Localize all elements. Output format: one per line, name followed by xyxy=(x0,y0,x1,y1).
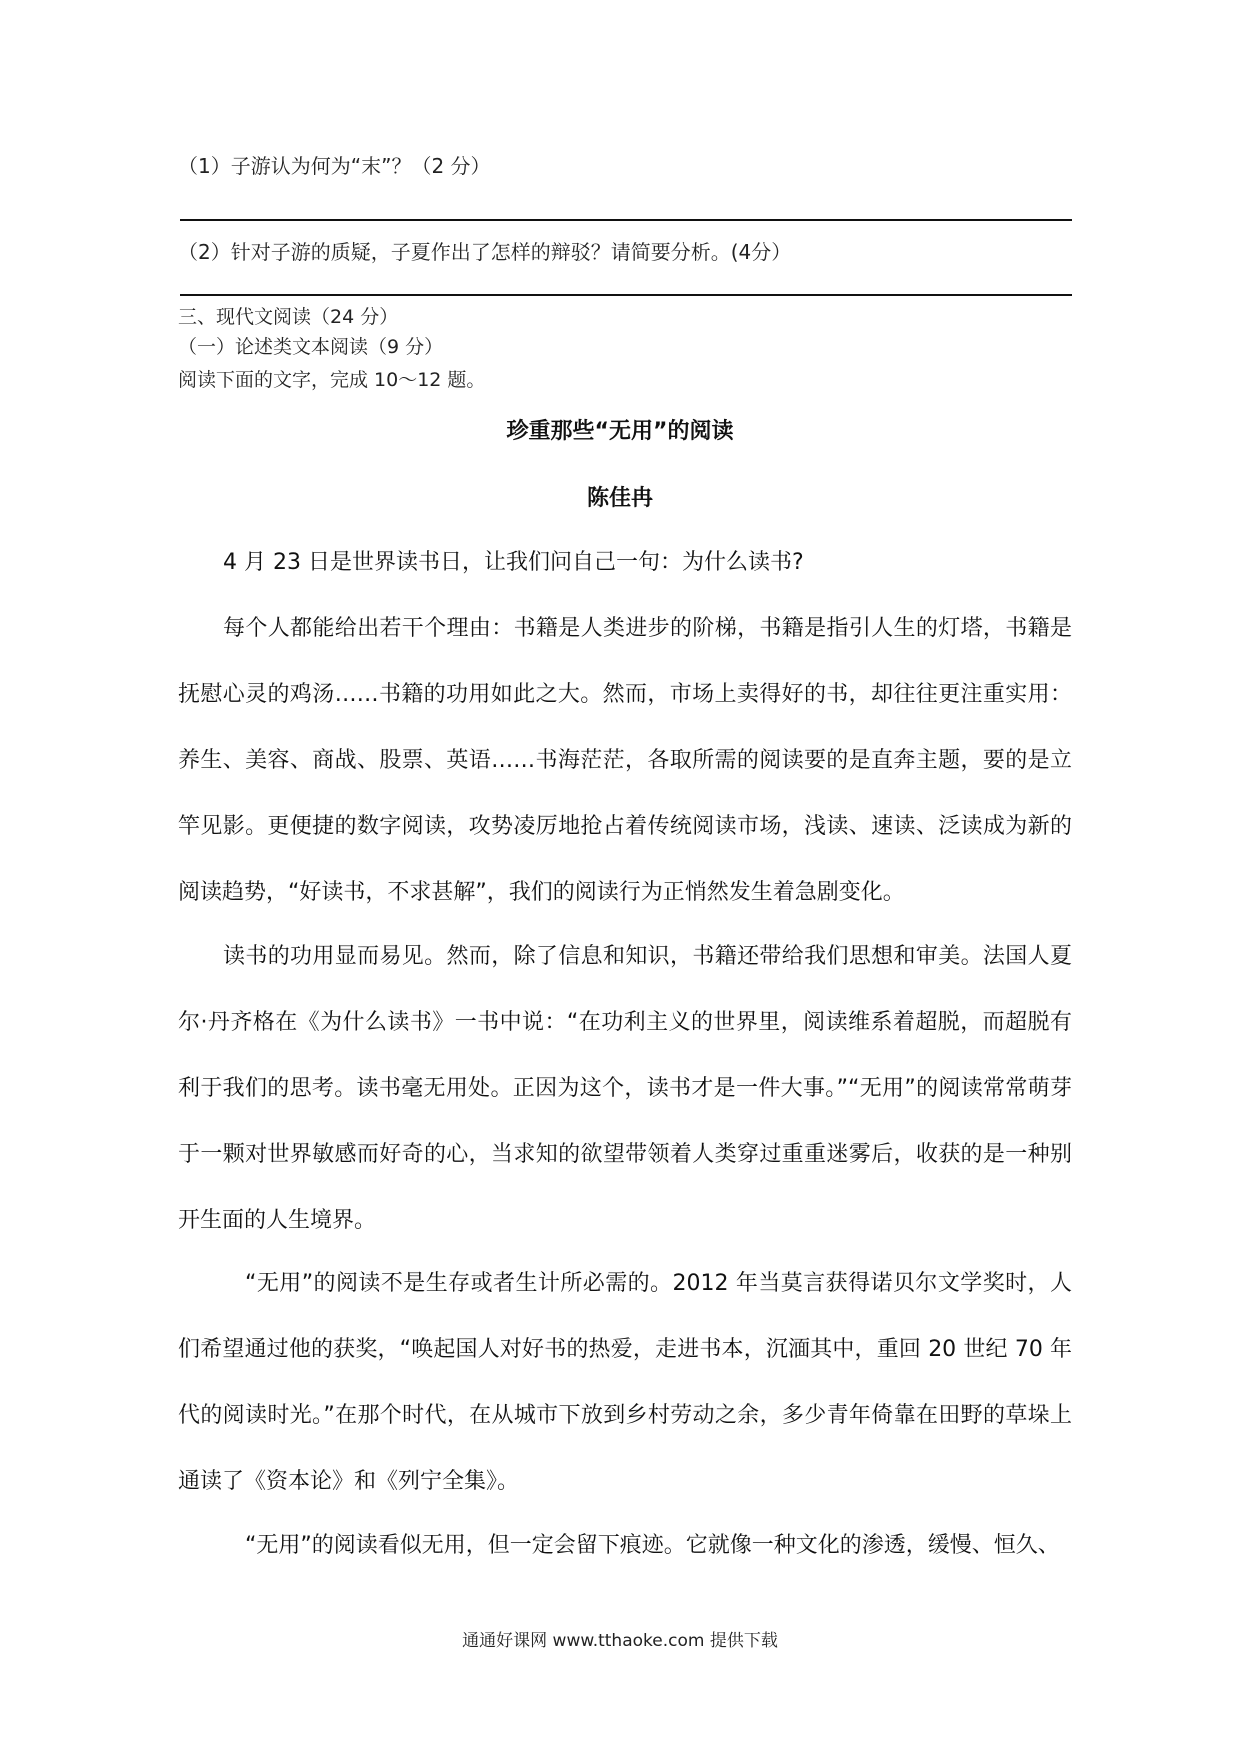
footer-source: 通通好课网 www.tthaoke.com 提供下载 xyxy=(462,1631,778,1651)
paragraph-3: 读书的功用显而易见。然而，除了信息和知识，书籍还带给我们思想和审美。法国人夏尔·丹齐格在《为什么读书》一书中说：“在功利主义的世界里，阅读维系着超脱，而超脱有利于我们的思考。读书毫无用处。正因为这个，读书才是一件大事。”“无用”的阅读常常萌芽于一颗对世界敏感而好奇的心，当求知的欲望带领着人类穿过重重迷雾后，收获的是一种别开生面的人生境界。 xyxy=(178,944,1072,1233)
section-heading: 三、现代文阅读（24 分） xyxy=(178,306,399,328)
paragraph-1: 4 月 23 日是世界读书日，让我们问自己一句：为什么读书? xyxy=(223,550,804,575)
answer-line-1 xyxy=(180,219,1072,221)
section-subheading: （一）论述类文本阅读（9 分） xyxy=(178,336,444,358)
article-author: 陈佳冉 xyxy=(586,486,653,511)
question-2: （2）针对子游的质疑，子夏作出了怎样的辩驳？请简要分析。(4分） xyxy=(178,240,792,264)
reading-instruction: 阅读下面的文字，完成 10～12 题。 xyxy=(178,369,486,391)
paragraph-5: “无用”的阅读看似无用，但一定会留下痕迹。它就像一种文化的渗透，缓慢、恒久、 xyxy=(245,1533,1060,1558)
answer-line-2 xyxy=(180,294,1072,296)
article-title: 珍重那些“无用”的阅读 xyxy=(506,419,734,444)
paragraph-2: 每个人都能给出若干个理由：书籍是人类进步的阶梯，书籍是指引人生的灯塔，书籍是抚慰心灵的鸡汤……书籍的功用如此之大。然而，市场上卖得好的书，却往往更注重实用：养生、美容、商战、股票、英语……书海茫茫，各取所需的阅读要的是直奔主题，要的是立竿见影。更便捷的数字阅读，攻势凌厉地抢占着传统阅读市场，浅读、速读、泛读成为新的阅读趋势，“好读书，不求甚解”，我们的阅读行为正悄然发生着急剧变化。 xyxy=(178,616,1072,905)
paragraph-4: “无用”的阅读不是生存或者生计所必需的。2012 年当莫言获得诺贝尔文学奖时，人们希望通过他的获奖，“唤起国人对好书的热爱，走进书本，沉湎其中，重回 20 世纪 70 年代的阅读时光。”在那个时代，在从城市下放到乡村劳动之余，多少青年倚靠在田野的草垛上通读了《资本论》和《列宁全集》。 xyxy=(178,1271,1072,1494)
question-1: （1）子游认为何为“末”？（2 分） xyxy=(178,154,491,178)
